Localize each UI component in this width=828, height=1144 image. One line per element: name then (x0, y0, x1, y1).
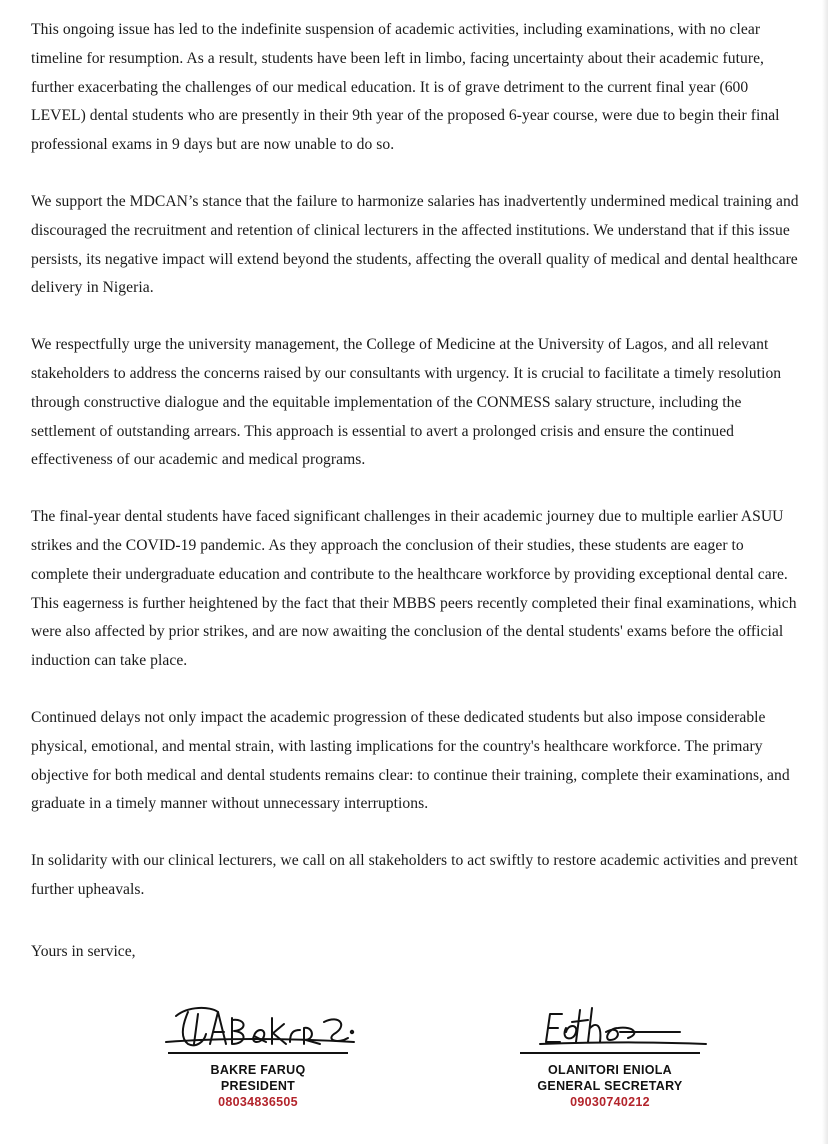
signature-president (158, 998, 358, 1052)
general-secretary-name: OLANITORI ENIOLA (547, 1063, 672, 1077)
paragraph-continued-delays: Continued delays not only impact the academic progression of these dedicated students but also impose considerable physical, emotional, and mental strain, with lasting implications for the country's healthcare workforce. The primary objective for both medical and dental students remains clear: to continue their training, complete their examinations, and graduate in a timely manner without unnecessary interruptions. (31, 708, 790, 813)
signature-general-secretary (510, 998, 710, 1052)
page-edge-shadow (822, 0, 828, 1144)
signature-block-general-secretary (480, 998, 740, 1110)
paragraph-final-year-challenges: The final-year dental students have faced significant challenges in their academic journey due to multiple earlier ASUU strikes and the COVID-19 pandemic. As they approach the conclusion of their studies, these students are eager to complete their undergraduate education and contribute to the healthcare workforce by providing exceptional dental care. This eagerness is further heightened by the fact that their MBBS peers recently completed their final examinations, which were also affected by prior strikes, and are now awaiting the conclusion of the dental students' exams before the official induction can take place. (31, 508, 797, 670)
closing-salutation: Yours in service, (31, 943, 136, 960)
paragraph-suspension: This ongoing issue has led to the indefinite suspension of academic activities, including examinations, with no clear timeline for resumption. As a result, students have been left in limbo, facing uncertainty about their academic future, further exacerbating the challenges of our medical education. It is of grave detriment to the current final year (600 LEVEL) dental students who are presently in their 9th year of the proposed 6-year course, were due to begin their final professional exams in 9 days but are now unable to do so. (31, 21, 780, 154)
paragraph-urge-management: We respectfully urge the university management, the College of Medicine at the University of Lagos, and all relevant stakeholders to address the concerns raised by our consultants with urgency. It is crucial to facilitate a timely resolution through constructive dialogue and the equitable implementation of the CONMESS salary structure, including the settlement of outstanding arrears. This approach is essential to avert a prolonged crisis and ensure the continued effectiveness of our academic and medical programs. (31, 336, 782, 469)
president-title: PRESIDENT (220, 1079, 296, 1093)
signature-block-president (128, 998, 388, 1110)
general-secretary-phone: 09030740212 (570, 1095, 650, 1109)
president-name: BAKRE FARUQ (210, 1063, 306, 1077)
president-phone: 08034836505 (218, 1095, 298, 1109)
letter-body (31, 16, 801, 933)
signature-line-president (168, 1052, 348, 1054)
signature-line-general-secretary (520, 1052, 700, 1054)
paragraph-solidarity: In solidarity with our clinical lecturers, we call on all stakeholders to act swiftly to restore academic activities and prevent further upheavals. (31, 852, 798, 898)
paragraph-mdcan-stance: We support the MDCAN’s stance that the failure to harmonize salaries has inadvertently undermined medical training and discouraged the recruitment and retention of clinical lecturers in the affected institutions. We understand that if this issue persists, its negative impact will extend beyond the students, affecting the overall quality of medical and dental healthcare delivery in Nigeria. (31, 192, 799, 297)
general-secretary-title: GENERAL SECRETARY (537, 1079, 683, 1093)
